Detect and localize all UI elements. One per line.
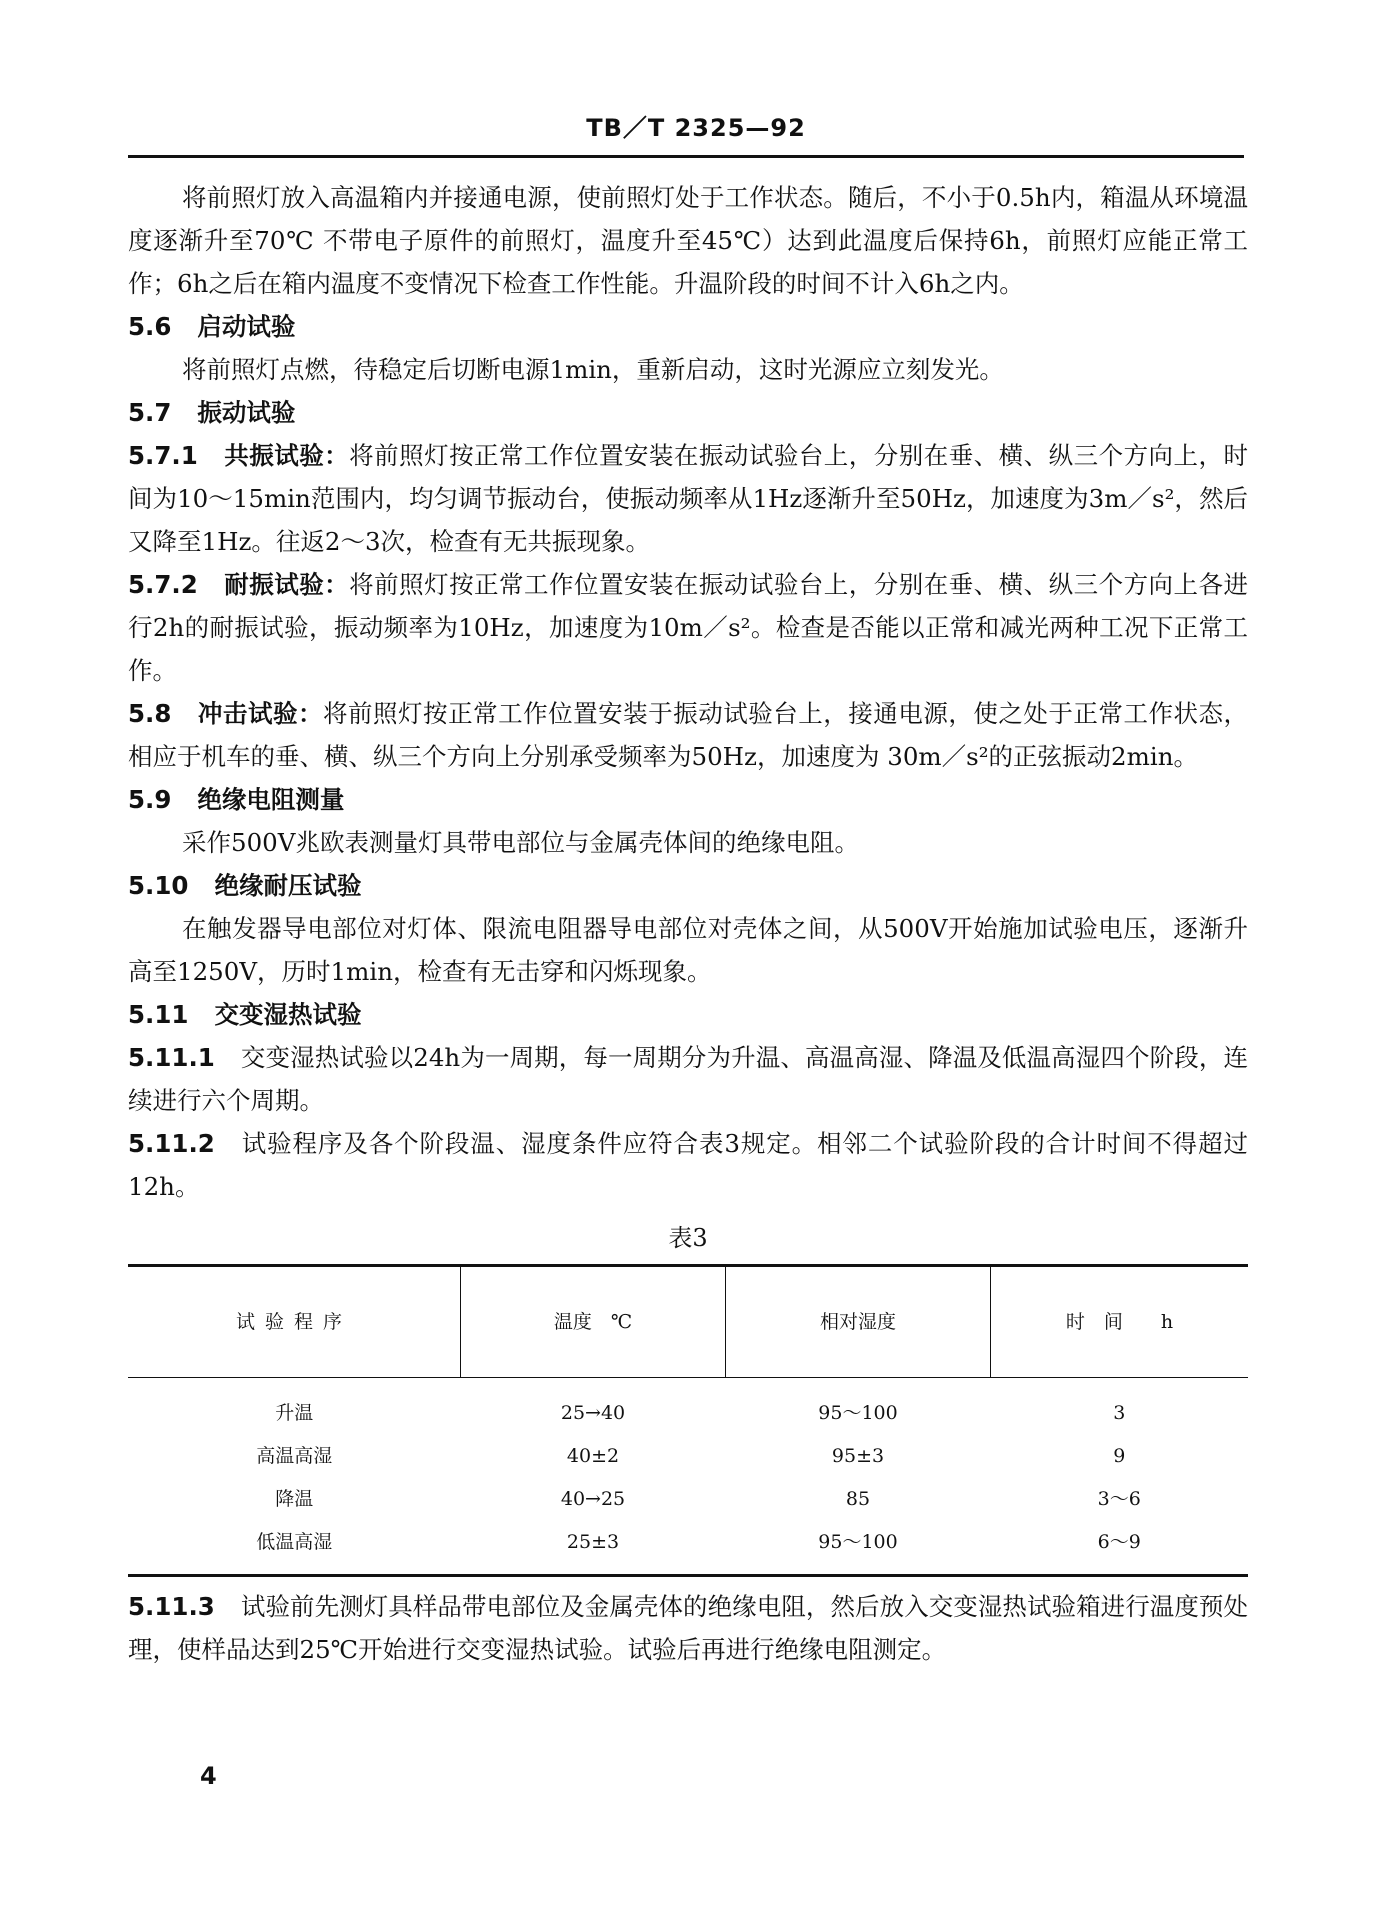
cell-time: 9 [1113, 1445, 1126, 1467]
cell-humidity: 95～100 [818, 1402, 898, 1424]
section-5-7-2: 5.7.2 耐振试验：将前照灯按正常工作位置安装在振动试验台上，分别在垂、横、纵三个方向上各进行2h的耐振试验，振动频率为10Hz，加速度为10m／s²。检查是否能以正常和减光两种工况下正常工作。 [128, 570, 1248, 685]
section-5-6-heading: 5.6 启动试验 [128, 312, 296, 341]
cell-temperature: 40±2 [566, 1445, 620, 1467]
cell-humidity: 95～100 [818, 1531, 898, 1553]
section-5-7-1: 5.7.1 共振试验：将前照灯按正常工作位置安装在振动试验台上，分别在垂、横、纵三个方向上，时间为10～15min范围内，均匀调节振动台，使振动频率从1Hz逐渐升至50Hz，加速度为3m／s²，然后又降至1Hz。往返2～3次，检查有无共振现象。 [128, 441, 1248, 556]
cell-temperature: 40→25 [560, 1488, 626, 1510]
header-temperature: 温度 ℃ [461, 1266, 726, 1378]
table-header-row [128, 1266, 1248, 1378]
section-5-10-heading: 5.10 绝缘耐压试验 [128, 871, 362, 900]
section-5-8: 5.8 冲击试验：将前照灯按正常工作位置安装于振动试验台上，接通电源，使之处于正常工作状态，相应于机车的垂、横、纵三个方向上分别承受频率为50Hz，加速度为 30m／s²的正弦振动2min。 [128, 699, 1249, 771]
cell-procedure: 高温高湿 [256, 1445, 333, 1467]
section-5-11-3: 5.11.3 试验前先测灯具样品带电部位及金属壳体的绝缘电阻，然后放入交变湿热试验箱进行温度预处理，使样品达到25℃开始进行交变湿热试验。试验后再进行绝缘电阻测定。 [128, 1592, 1248, 1664]
table-3-caption: 表3 [668, 1224, 708, 1252]
section-5-7-heading: 5.7 振动试验 [128, 398, 296, 427]
cell-procedure: 升温 [275, 1402, 314, 1424]
cell-humidity: 95±3 [831, 1445, 885, 1467]
header-test-procedure: 试验程序 [128, 1266, 461, 1378]
header-relative-humidity: 相对湿度 [726, 1266, 991, 1378]
header-time: 时 间 h [991, 1266, 1249, 1378]
header-rule [128, 155, 1244, 158]
table-row [128, 1435, 1248, 1478]
section-5-10-body: 在触发器导电部位对灯体、限流电阻器导电部位对壳体之间，从500V开始施加试验电压，逐渐升高至1250V，历时1min，检查有无击穿和闪烁现象。 [128, 914, 1248, 986]
section-5-9-body: 采作500V兆欧表测量灯具带电部位与金属壳体间的绝缘电阻。 [182, 828, 859, 857]
document-body [128, 176, 1248, 1671]
table-row [128, 1478, 1248, 1521]
cell-procedure: 降温 [275, 1488, 314, 1510]
section-5-11-heading: 5.11 交变湿热试验 [128, 1000, 362, 1029]
cell-humidity: 85 [845, 1488, 871, 1510]
section-5-9-heading: 5.9 绝缘电阻测量 [128, 785, 345, 814]
table-row [128, 1521, 1248, 1576]
section-5-11-1: 5.11.1 交变湿热试验以24h为一周期，每一周期分为升温、高温高湿、降温及低温高湿四个阶段，连续进行六个周期。 [128, 1043, 1248, 1115]
section-5-6-body: 将前照灯点燃，待稳定后切断电源1min，重新启动，这时光源应立刻发光。 [182, 355, 1004, 384]
cell-time: 6～9 [1097, 1531, 1141, 1553]
table-row [128, 1378, 1248, 1436]
paragraph-high-temp-test: 将前照灯放入高温箱内并接通电源，使前照灯处于工作状态。随后，不小于0.5h内，箱温从环境温度逐渐升至70℃ 不带电子原件的前照灯，温度升至45℃）达到此温度后保持6h，前照灯应能正常工作；6h之后在箱内温度不变情况下检查工作性能。升温阶段的时间不计入6h之内。 [128, 183, 1248, 298]
table-3 [128, 1264, 1248, 1577]
cell-temperature: 25±3 [566, 1531, 620, 1553]
cell-time: 3 [1113, 1402, 1126, 1424]
cell-procedure: 低温高湿 [256, 1531, 333, 1553]
page-number: 4 [200, 1762, 217, 1790]
cell-time: 3～6 [1097, 1488, 1141, 1510]
section-5-11-2: 5.11.2 试验程序及各个阶段温、湿度条件应符合表3规定。相邻二个试验阶段的合计时间不得超过12h。 [128, 1129, 1248, 1201]
cell-temperature: 25→40 [560, 1402, 626, 1424]
document-code-header: TB／T 2325—92 [586, 114, 806, 142]
